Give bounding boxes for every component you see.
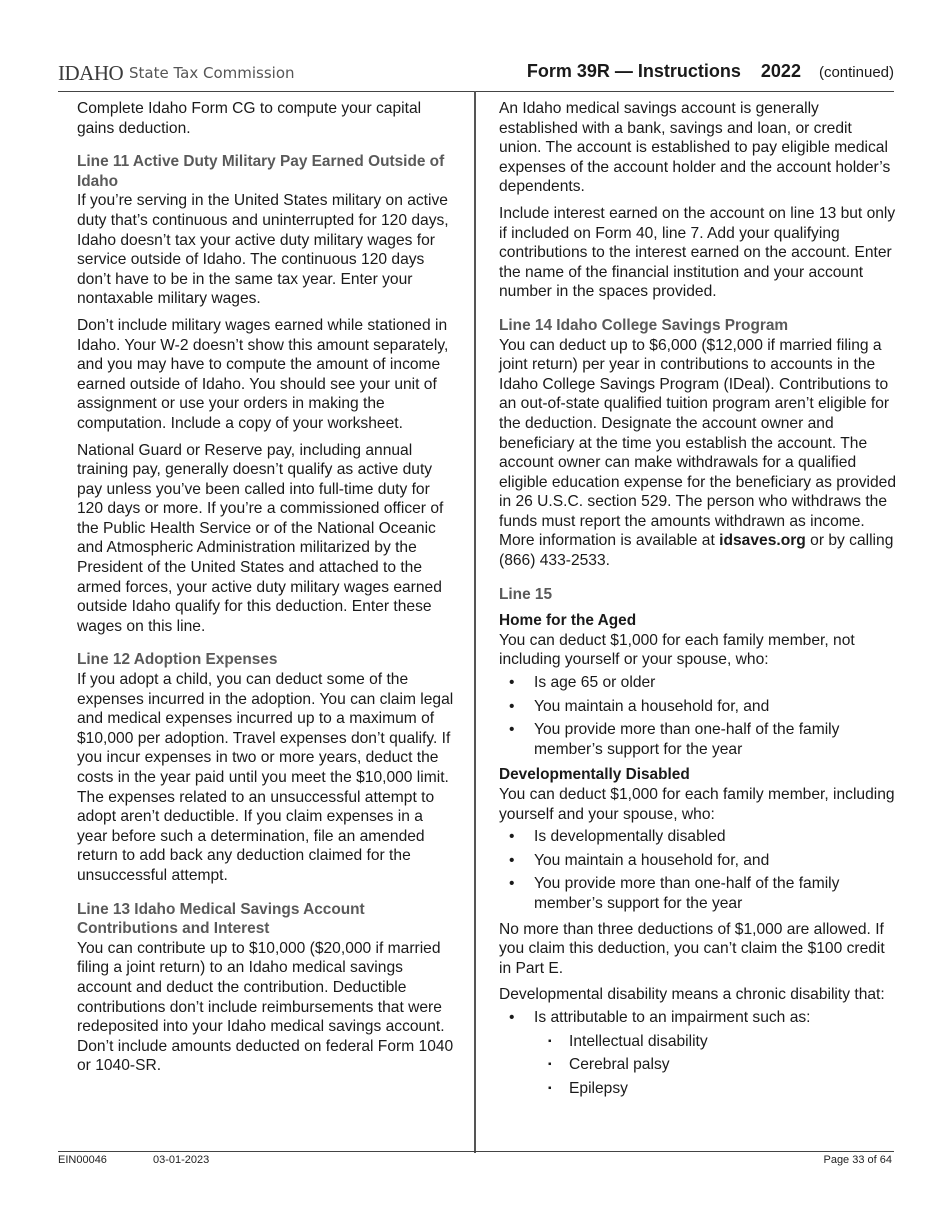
list-item: ▪ Intellectual disability (499, 1032, 897, 1052)
line11-paragraph-1: If you’re serving in the United States military on active duty that’s continuous and uninterrupted for 120 days, Idaho doesn’t tax your active duty military wages for service outside of Idaho. The continuous 120 days don’t have to be in the same tax year. Enter your nontaxable military wages. (77, 192, 449, 308)
list-item: • Is age 65 or older (499, 673, 897, 693)
continued-label: (continued) (818, 64, 894, 81)
aged-list (499, 673, 897, 759)
line14-text: You can deduct up to $6,000 ($12,000 if married filing a joint return) per year in contributions to accounts in the Idaho College Savings Program (IDeal). Contributions to an out-of-state qualified tuition program aren’t eligible for the deduction. Designate the account owner and beneficiary at the time you establish the account. The account owner can make withdrawals for a qualified eligible education expense for the beneficiary as provided in 26 U.S.C. section 529. The person who withdraws the funds must report the amounts withdrawn as income. More information is available at (499, 336, 897, 550)
line12-paragraph: If you adopt a child, you can deduct some of the expenses incurred in the adoption. You can claim legal and medical expenses incurred up to a maximum of $10,000 per adoption. Travel expenses don’t qualify. If you incur expenses in two or more years, deduct the costs in the year paid until you meet the $10,000 limit. The expenses related to an unsuccessful attempt to adopt aren’t deductible. If you claim expenses in a year before such a determination, file an amended return to add back any deduction claimed for the unsuccessful attempt. (77, 671, 454, 884)
line13-paragraph: You can contribute up to $10,000 ($20,000 if married filing a joint return) to an Idaho medical savings account and deduct the contribution. Deductible contributions don’t include reimbursements that were redeposited into your Idaho medical savings account. Don’t include amounts deducted on federal Form 1040 or 1040-SR. (77, 939, 454, 1075)
list-item: • Is developmentally disabled (499, 827, 897, 847)
list-item: ▪ Cerebral palsy (499, 1055, 897, 1075)
left-column (77, 99, 457, 1083)
line13-heading: Line 13 Idaho Medical Savings Account Contributions and Interest (77, 900, 365, 938)
list-item: • You maintain a household for, and (499, 697, 897, 717)
impairment-list (499, 1032, 897, 1099)
revision-date: 03-01-2023 (153, 1154, 210, 1166)
right-column (499, 99, 897, 1104)
form-code: EIN00046 (58, 1154, 107, 1166)
line14-text-end: or by calling (866) 433-2533. (499, 532, 894, 570)
msa-paragraph-2: Include interest earned on the account on line 13 but only if included on Form 40, line 7. Add your qualifying contributions to the interest earned on the account. Enter the name of the financial institution and your account number in the spaces provided. (499, 204, 896, 301)
aged-heading: Home for the Aged (499, 612, 637, 630)
capital-gains-paragraph: Complete Idaho Form CG to compute your capital gains deduction. (77, 100, 422, 137)
line11-paragraph-3: National Guard or Reserve pay, including annual training pay, generally doesn’t qualify as active duty pay unless you’ve been called into full-time duty for 120 days or more. If you’re a commissioned officer of the Public Health Service or of the National Oceanic and Atmospheric Administration militarized by the President of the United States and attached to the armed forces, your active duty military wages earned outside Idaho qualify for this deduction. Enter these wages on this line. (77, 441, 444, 635)
aged-intro: You can deduct $1,000 for each family member, not including yourself or your spouse, who: (499, 631, 855, 669)
msa-paragraph-1: An Idaho medical savings account is generally established with a bank, savings and loan, or credit union. The account is established to pay eligible medical expenses of the account holder and the account holder’s dependents. (499, 100, 891, 196)
definition-list (499, 1008, 897, 1028)
footer-rule (58, 1151, 894, 1152)
dd-heading: Developmentally Disabled (499, 766, 690, 784)
header-rule (58, 91, 894, 92)
line11-heading: Line 11 Active Duty Military Pay Earned Outside of Idaho (77, 153, 445, 190)
list-item: • You provide more than one-half of the family member’s support for the year (499, 874, 897, 913)
form-year: 2022 (760, 61, 801, 81)
line14-heading: Line 14 Idaho College Savings Program (499, 316, 789, 334)
list-item: • Is attributable to an impairment such as: (499, 1008, 897, 1028)
dd-list (499, 827, 897, 913)
column-divider (474, 91, 476, 1153)
list-item: ▪ Epilepsy (499, 1079, 897, 1099)
page-header (58, 58, 894, 92)
list-item: • You maintain a household for, and (499, 851, 897, 871)
list-item: • You provide more than one-half of the family member’s support for the year (499, 720, 897, 759)
line15-heading: Line 15 (499, 585, 553, 603)
form-title-block (527, 61, 894, 82)
agency-name: State Tax Commission (129, 64, 295, 82)
page-number: Page 33 of 64 (823, 1154, 892, 1166)
definition-paragraph: Developmental disability means a chronic disability that: (499, 986, 885, 1004)
form-title: Form 39R — Instructions (526, 61, 741, 81)
line14-paragraph (499, 336, 897, 571)
limit-paragraph: No more than three deductions of $1,000 are allowed. If you claim this deduction, you can’t claim the $100 credit in Part E. (499, 920, 885, 977)
idaho-logo: IDAHO (58, 61, 124, 85)
line11-paragraph-2: Don’t include military wages earned while stationed in Idaho. Your W-2 doesn’t show this amount separately, and you may have to compute the amount of income earned outside of Idaho. You should see your unit of assignment or use your orders in making the computation. Include a copy of your worksheet. (77, 316, 449, 432)
idsaves-link[interactable]: idsaves.org (719, 532, 806, 550)
dd-intro: You can deduct $1,000 for each family member, including yourself and your spouse, who: (499, 786, 895, 823)
line12-heading: Line 12 Adoption Expenses (77, 651, 278, 669)
